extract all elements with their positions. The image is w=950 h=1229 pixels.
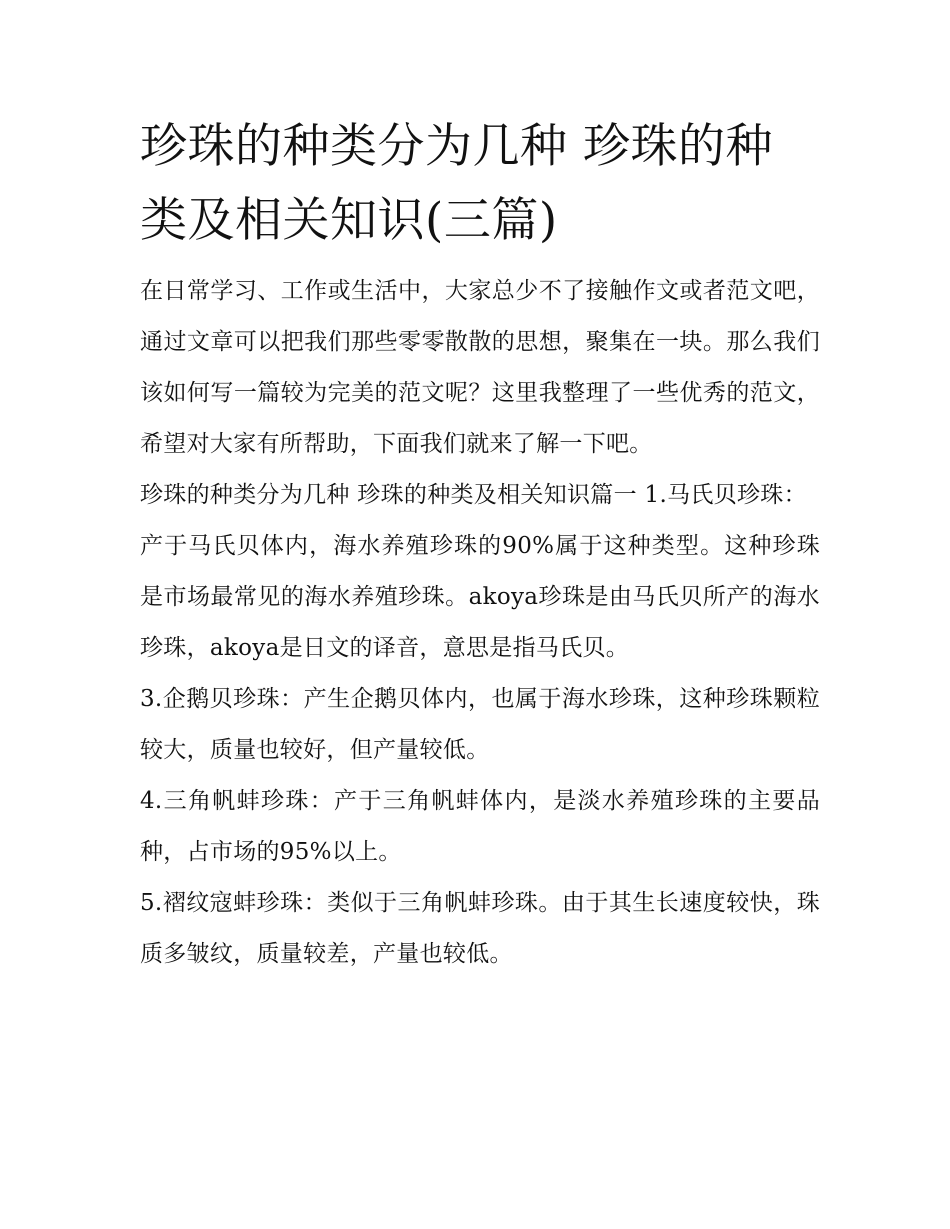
paragraph-penguin-pearl: 3.企鹅贝珍珠：产生企鹅贝体内，也属于海水珍珠，这种珍珠颗粒较大，质量也较好，但产量较低。: [140, 686, 820, 763]
document-page: [140, 110, 820, 980]
paragraph-intro: 在日常学习、工作或生活中，大家总少不了接触作文或者范文吧，通过文章可以把我们那些零零散散的思想，聚集在一块。那么我们该如何写一篇较为完美的范文呢？这里我整理了一些优秀的范文，希望对大家有所帮助，下面我们就来了解一下吧。: [140, 278, 820, 457]
paragraph-wrinkled-mussel-pearl: 5.褶纹寇蚌珍珠：类似于三角帆蚌珍珠。由于其生长速度较快，珠质多皱纹，质量较差，产量也较低。: [140, 890, 820, 967]
paragraph-akoya: 产于马氏贝体内，海水养殖珍珠的90%属于这种类型。这种珍珠是市场最常见的海水养殖珍珠。akoya珍珠是由马氏贝所产的海水珍珠，akoya是日文的译音，意思是指马氏贝。: [140, 533, 820, 661]
paragraph-triangle-mussel-pearl: 4.三角帆蚌珍珠：产于三角帆蚌体内，是淡水养殖珍珠的主要品种，占市场的95%以上。: [140, 788, 820, 865]
document-title: 珍珠的种类分为几种 珍珠的种类及相关知识(三篇): [140, 119, 773, 248]
paragraph-section-heading: 珍珠的种类分为几种 珍珠的种类及相关知识篇一 1.马氏贝珍珠：: [140, 482, 807, 508]
